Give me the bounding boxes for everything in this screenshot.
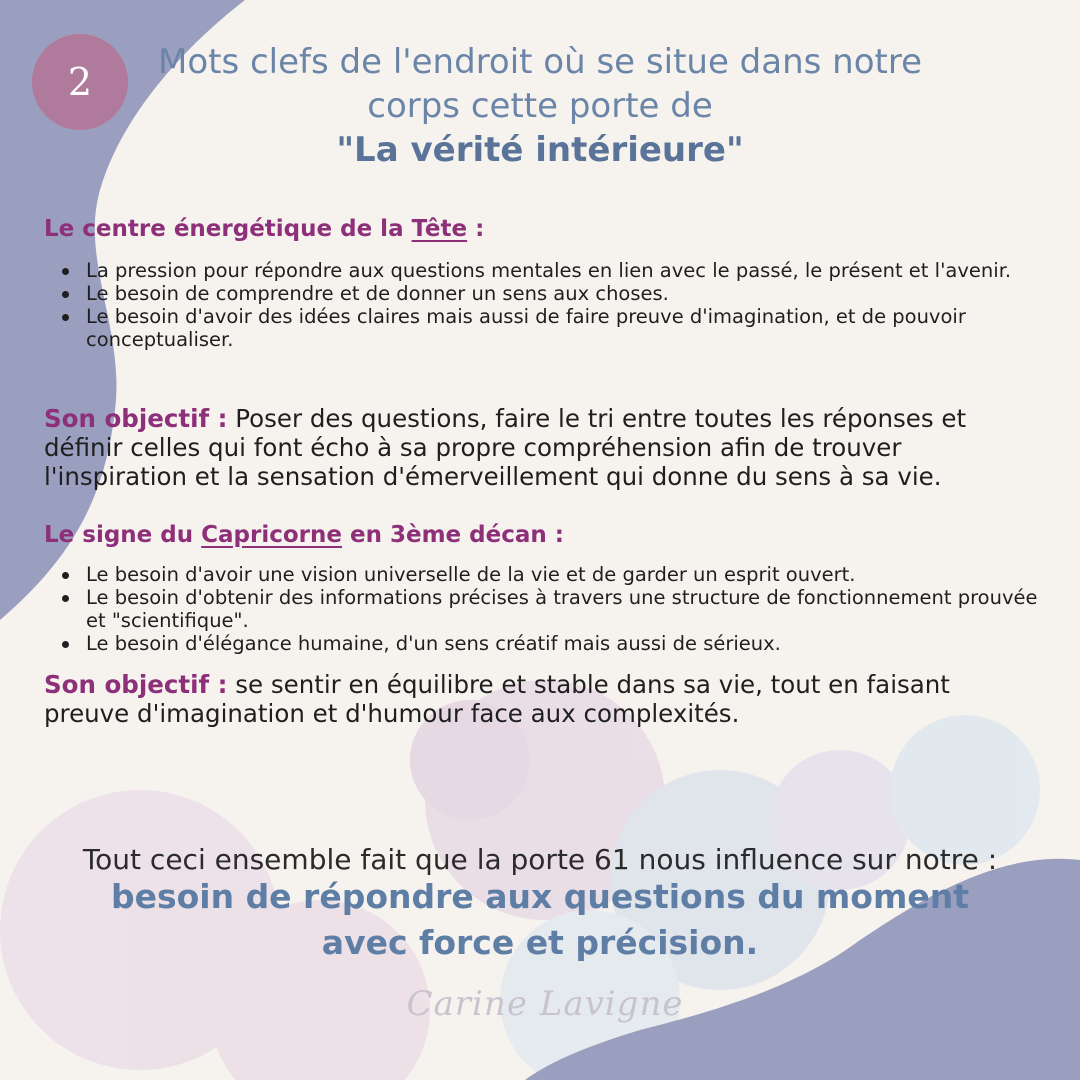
title-line-2: corps cette porte de [367,86,713,126]
step-number: 2 [67,60,93,104]
heading-keyword: Tête [411,216,468,242]
capricorn-objective [44,670,974,728]
objective-text: se sentir en équilibre et stable dans sa vie, tout en faisant preuve d'imagination et d'humour face aux complexités. [44,670,950,728]
list-item: Le besoin d'avoir une vision universelle de la vie et de garder un esprit ouvert. [86,563,1046,586]
step-number-badge [32,34,128,130]
heading-text: Le centre énergétique de la [44,216,412,242]
capricorn-bullet-list [44,563,1046,655]
list-item: Le besoin de comprendre et de donner un sens aux choses. [86,282,1046,305]
title-line-3: "La vérité intérieure" [336,130,744,170]
list-item: Le besoin d'obtenir des informations précises à travers une structure de fonctionnement prouvée et "scientifique". [86,586,1046,632]
page-title [130,40,950,172]
heading-keyword: Capricorne [201,522,342,548]
conclusion-emphasis [80,874,1000,966]
emphasis-line-2: avec force et précision. [321,923,759,962]
head-center-objective [44,404,1044,491]
objective-text: Poser des questions, faire le tri entre toutes les réponses et définir celles qui font écho à sa propre compréhension afin de trouver l'inspiration et la sensation d'émerveillement qui donne du sens à sa vie. [44,404,967,491]
heading-suffix: : [467,216,485,242]
list-item: La pression pour répondre aux questions mentales en lien avec le passé, le présent et l'avenir. [86,259,1046,282]
head-center-bullet-list [44,259,1046,351]
title-line-1: Mots clefs de l'endroit où se situe dans notre [158,42,922,82]
objective-label: Son objectif : [44,404,228,433]
heading-text: Le signe du [44,522,202,548]
heading-suffix: en 3ème décan : [341,522,564,548]
signature-watermark: Carine Lavigne [406,984,684,1024]
section-heading-head-center [44,216,484,242]
list-item: Le besoin d'avoir des idées claires mais aussi de faire preuve d'imagination, et de pouvoir conceptualiser. [86,305,1046,351]
list-item: Le besoin d'élégance humaine, d'un sens créatif mais aussi de sérieux. [86,632,1046,655]
emphasis-line-1: besoin de répondre aux questions du moment [110,877,970,916]
section-heading-capricorn [44,522,564,548]
objective-label: Son objectif : [44,670,228,699]
conclusion-intro: Tout ceci ensemble fait que la porte 61 nous influence sur notre : [82,843,998,876]
